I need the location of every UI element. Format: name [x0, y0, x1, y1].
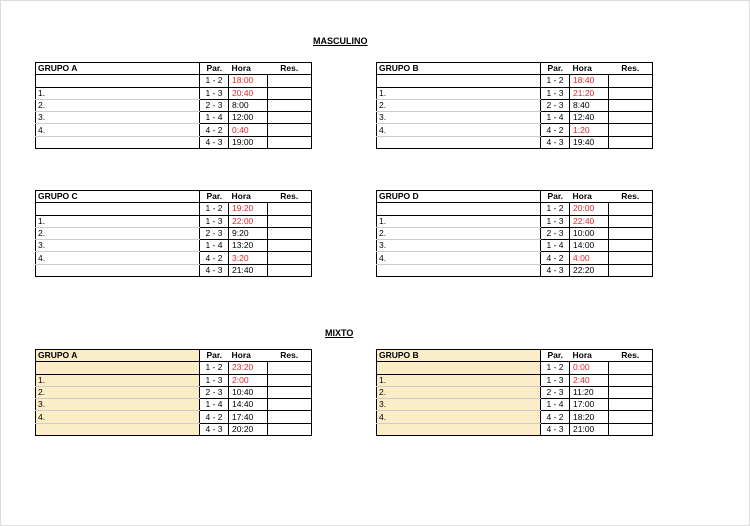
match-row: [377, 374, 653, 386]
match-result[interactable]: [268, 227, 312, 239]
match-time: 20:20: [229, 423, 268, 435]
player-slot[interactable]: [377, 136, 541, 148]
match-pair: 4 - 3: [200, 264, 229, 276]
player-slot[interactable]: 4.: [36, 252, 200, 264]
player-slot[interactable]: 4.: [377, 252, 541, 264]
match-result[interactable]: [609, 203, 653, 215]
match-time: 12:00: [229, 112, 268, 124]
player-slot[interactable]: 1.: [36, 87, 200, 99]
match-row: [36, 386, 312, 398]
match-result[interactable]: [268, 362, 312, 374]
match-result[interactable]: [609, 240, 653, 252]
match-pair: 4 - 2: [541, 411, 570, 423]
match-time: 9:20: [229, 227, 268, 239]
header-hora: Hora: [570, 63, 609, 75]
match-row: [377, 87, 653, 99]
player-slot[interactable]: [377, 203, 541, 215]
match-result[interactable]: [268, 124, 312, 136]
match-time: 1:20: [570, 124, 609, 136]
match-pair: 4 - 3: [541, 264, 570, 276]
group-title: GRUPO D: [377, 191, 541, 203]
player-slot[interactable]: [377, 423, 541, 435]
header-hora: Hora: [229, 350, 268, 362]
match-time: 21:00: [570, 423, 609, 435]
match-result[interactable]: [268, 203, 312, 215]
match-row: [36, 112, 312, 124]
player-slot[interactable]: 3.: [377, 112, 541, 124]
match-row: [377, 124, 653, 136]
match-result[interactable]: [609, 75, 653, 87]
match-time: 18:00: [229, 75, 268, 87]
match-time: 10:00: [570, 227, 609, 239]
player-slot[interactable]: [36, 362, 200, 374]
group-title: GRUPO A: [36, 63, 200, 75]
group-title: GRUPO A: [36, 350, 200, 362]
header-par: Par.: [541, 350, 570, 362]
match-pair: 1 - 2: [200, 203, 229, 215]
header-par: Par.: [200, 191, 229, 203]
match-row: [36, 124, 312, 136]
match-pair: 4 - 2: [200, 124, 229, 136]
match-row: [377, 112, 653, 124]
header-res: Res.: [268, 350, 312, 362]
group-table-mixto-b: [376, 349, 653, 436]
header-par: Par.: [541, 191, 570, 203]
group-title: GRUPO B: [377, 350, 541, 362]
match-pair: 2 - 3: [200, 386, 229, 398]
match-row: [36, 411, 312, 423]
match-row: [36, 423, 312, 435]
match-result[interactable]: [609, 136, 653, 148]
group-table-masc-c: [35, 190, 312, 277]
match-pair: 1 - 3: [541, 215, 570, 227]
match-time: 3:20: [229, 252, 268, 264]
match-time: 21:40: [229, 264, 268, 276]
match-time: 13:20: [229, 240, 268, 252]
match-result[interactable]: [268, 423, 312, 435]
match-pair: 1 - 2: [541, 75, 570, 87]
match-row: [36, 203, 312, 215]
player-slot[interactable]: [377, 75, 541, 87]
header-res: Res.: [268, 63, 312, 75]
match-time: 22:20: [570, 264, 609, 276]
match-time: 19:20: [229, 203, 268, 215]
match-result[interactable]: [609, 124, 653, 136]
player-slot[interactable]: 4.: [377, 411, 541, 423]
match-result[interactable]: [268, 374, 312, 386]
player-slot[interactable]: 3.: [36, 112, 200, 124]
match-time: 20:40: [229, 87, 268, 99]
player-slot[interactable]: 2.: [377, 386, 541, 398]
match-row: [36, 99, 312, 111]
match-result[interactable]: [268, 264, 312, 276]
match-row: [36, 374, 312, 386]
player-slot[interactable]: 3.: [377, 240, 541, 252]
section-title-masculino: MASCULINO: [313, 36, 368, 46]
match-row: [377, 227, 653, 239]
match-time: 2:00: [229, 374, 268, 386]
match-pair: 1 - 2: [200, 75, 229, 87]
match-result[interactable]: [609, 411, 653, 423]
header-hora: Hora: [570, 350, 609, 362]
match-result[interactable]: [268, 386, 312, 398]
player-slot[interactable]: 4.: [377, 124, 541, 136]
group-table-masc-a: [35, 62, 312, 149]
match-time: 18:20: [570, 411, 609, 423]
match-row: [377, 99, 653, 111]
match-pair: 4 - 2: [200, 252, 229, 264]
match-pair: 2 - 3: [541, 227, 570, 239]
match-pair: 1 - 4: [200, 399, 229, 411]
section-title-mixto: MIXTO: [325, 328, 354, 338]
player-slot[interactable]: 1.: [36, 215, 200, 227]
match-pair: 4 - 3: [541, 136, 570, 148]
match-pair: 4 - 2: [541, 252, 570, 264]
header-par: Par.: [541, 63, 570, 75]
match-time: 17:40: [229, 411, 268, 423]
header-par: Par.: [200, 63, 229, 75]
match-row: [377, 362, 653, 374]
match-row: [36, 264, 312, 276]
match-pair: 1 - 3: [541, 374, 570, 386]
match-result[interactable]: [268, 240, 312, 252]
match-row: [36, 252, 312, 264]
match-time: 20:00: [570, 203, 609, 215]
header-hora: Hora: [229, 63, 268, 75]
match-result[interactable]: [609, 264, 653, 276]
match-pair: 2 - 3: [541, 99, 570, 111]
player-slot[interactable]: 3.: [377, 399, 541, 411]
match-time: 17:00: [570, 399, 609, 411]
match-pair: 1 - 2: [541, 203, 570, 215]
match-result[interactable]: [268, 136, 312, 148]
match-row: [36, 136, 312, 148]
match-time: 22:40: [570, 215, 609, 227]
match-time: 8:40: [570, 99, 609, 111]
match-result[interactable]: [268, 99, 312, 111]
match-time: 0:40: [229, 124, 268, 136]
match-result[interactable]: [268, 252, 312, 264]
player-slot[interactable]: [36, 136, 200, 148]
match-row: [36, 227, 312, 239]
match-result[interactable]: [609, 87, 653, 99]
match-result[interactable]: [609, 112, 653, 124]
player-slot[interactable]: 2.: [36, 386, 200, 398]
match-row: [377, 252, 653, 264]
match-row: [36, 75, 312, 87]
group-title: GRUPO C: [36, 191, 200, 203]
match-pair: 1 - 4: [541, 399, 570, 411]
match-pair: 1 - 3: [200, 215, 229, 227]
player-slot[interactable]: 1.: [377, 215, 541, 227]
match-pair: 1 - 4: [200, 240, 229, 252]
header-res: Res.: [609, 191, 653, 203]
match-row: [36, 399, 312, 411]
group-table-mixto-a: [35, 349, 312, 436]
player-slot[interactable]: 4.: [36, 124, 200, 136]
match-result[interactable]: [268, 112, 312, 124]
match-pair: 1 - 4: [541, 112, 570, 124]
match-row: [377, 240, 653, 252]
match-row: [36, 362, 312, 374]
match-pair: 1 - 4: [541, 240, 570, 252]
player-slot[interactable]: 2.: [377, 227, 541, 239]
match-time: 0:00: [570, 362, 609, 374]
match-time: 21:20: [570, 87, 609, 99]
match-pair: 1 - 3: [200, 374, 229, 386]
match-pair: 2 - 3: [541, 386, 570, 398]
match-pair: 4 - 2: [200, 411, 229, 423]
match-pair: 4 - 2: [541, 124, 570, 136]
match-time: 4:00: [570, 252, 609, 264]
match-time: 18:40: [570, 75, 609, 87]
player-slot[interactable]: [36, 203, 200, 215]
match-time: 12:40: [570, 112, 609, 124]
match-pair: 4 - 3: [200, 136, 229, 148]
match-time: 10:40: [229, 386, 268, 398]
match-result[interactable]: [609, 252, 653, 264]
match-row: [36, 87, 312, 99]
player-slot[interactable]: 3.: [36, 240, 200, 252]
match-time: 22:00: [229, 215, 268, 227]
match-pair: 1 - 2: [541, 362, 570, 374]
match-row: [377, 399, 653, 411]
player-slot[interactable]: 2.: [36, 227, 200, 239]
header-hora: Hora: [570, 191, 609, 203]
player-slot[interactable]: [36, 264, 200, 276]
group-title: GRUPO B: [377, 63, 541, 75]
match-result[interactable]: [268, 411, 312, 423]
group-table-masc-d: [376, 190, 653, 277]
match-result[interactable]: [268, 75, 312, 87]
match-result[interactable]: [609, 423, 653, 435]
match-result[interactable]: [609, 399, 653, 411]
player-slot[interactable]: [36, 423, 200, 435]
match-time: 14:40: [229, 399, 268, 411]
match-result[interactable]: [609, 374, 653, 386]
match-row: [36, 215, 312, 227]
match-result[interactable]: [609, 99, 653, 111]
match-time: 11:20: [570, 386, 609, 398]
player-slot[interactable]: 2.: [36, 99, 200, 111]
match-pair: 1 - 3: [541, 87, 570, 99]
match-time: 23:20: [229, 362, 268, 374]
player-slot[interactable]: [377, 264, 541, 276]
match-pair: 4 - 3: [541, 423, 570, 435]
header-hora: Hora: [229, 191, 268, 203]
player-slot[interactable]: 3.: [36, 399, 200, 411]
header-res: Res.: [268, 191, 312, 203]
match-pair: 4 - 3: [200, 423, 229, 435]
group-table-masc-b: [376, 62, 653, 149]
match-time: 14:00: [570, 240, 609, 252]
match-pair: 1 - 2: [200, 362, 229, 374]
match-pair: 2 - 3: [200, 227, 229, 239]
match-result[interactable]: [268, 87, 312, 99]
player-slot[interactable]: [377, 362, 541, 374]
match-result[interactable]: [609, 215, 653, 227]
match-time: 19:00: [229, 136, 268, 148]
header-par: Par.: [200, 350, 229, 362]
match-row: [377, 386, 653, 398]
match-row: [377, 215, 653, 227]
header-res: Res.: [609, 350, 653, 362]
player-slot[interactable]: 1.: [377, 374, 541, 386]
player-slot[interactable]: [36, 75, 200, 87]
match-row: [377, 264, 653, 276]
match-time: 19:40: [570, 136, 609, 148]
match-row: [377, 203, 653, 215]
match-row: [377, 136, 653, 148]
match-result[interactable]: [609, 362, 653, 374]
match-result[interactable]: [268, 399, 312, 411]
player-slot[interactable]: 2.: [377, 99, 541, 111]
match-result[interactable]: [268, 215, 312, 227]
match-pair: 2 - 3: [200, 99, 229, 111]
match-row: [377, 75, 653, 87]
player-slot[interactable]: 4.: [36, 411, 200, 423]
match-time: 8:00: [229, 99, 268, 111]
match-pair: 1 - 3: [200, 87, 229, 99]
player-slot[interactable]: 1.: [377, 87, 541, 99]
player-slot[interactable]: 1.: [36, 374, 200, 386]
match-result[interactable]: [609, 386, 653, 398]
match-time: 2:40: [570, 374, 609, 386]
match-row: [36, 240, 312, 252]
match-row: [377, 411, 653, 423]
match-row: [377, 423, 653, 435]
match-result[interactable]: [609, 227, 653, 239]
match-pair: 1 - 4: [200, 112, 229, 124]
header-res: Res.: [609, 63, 653, 75]
